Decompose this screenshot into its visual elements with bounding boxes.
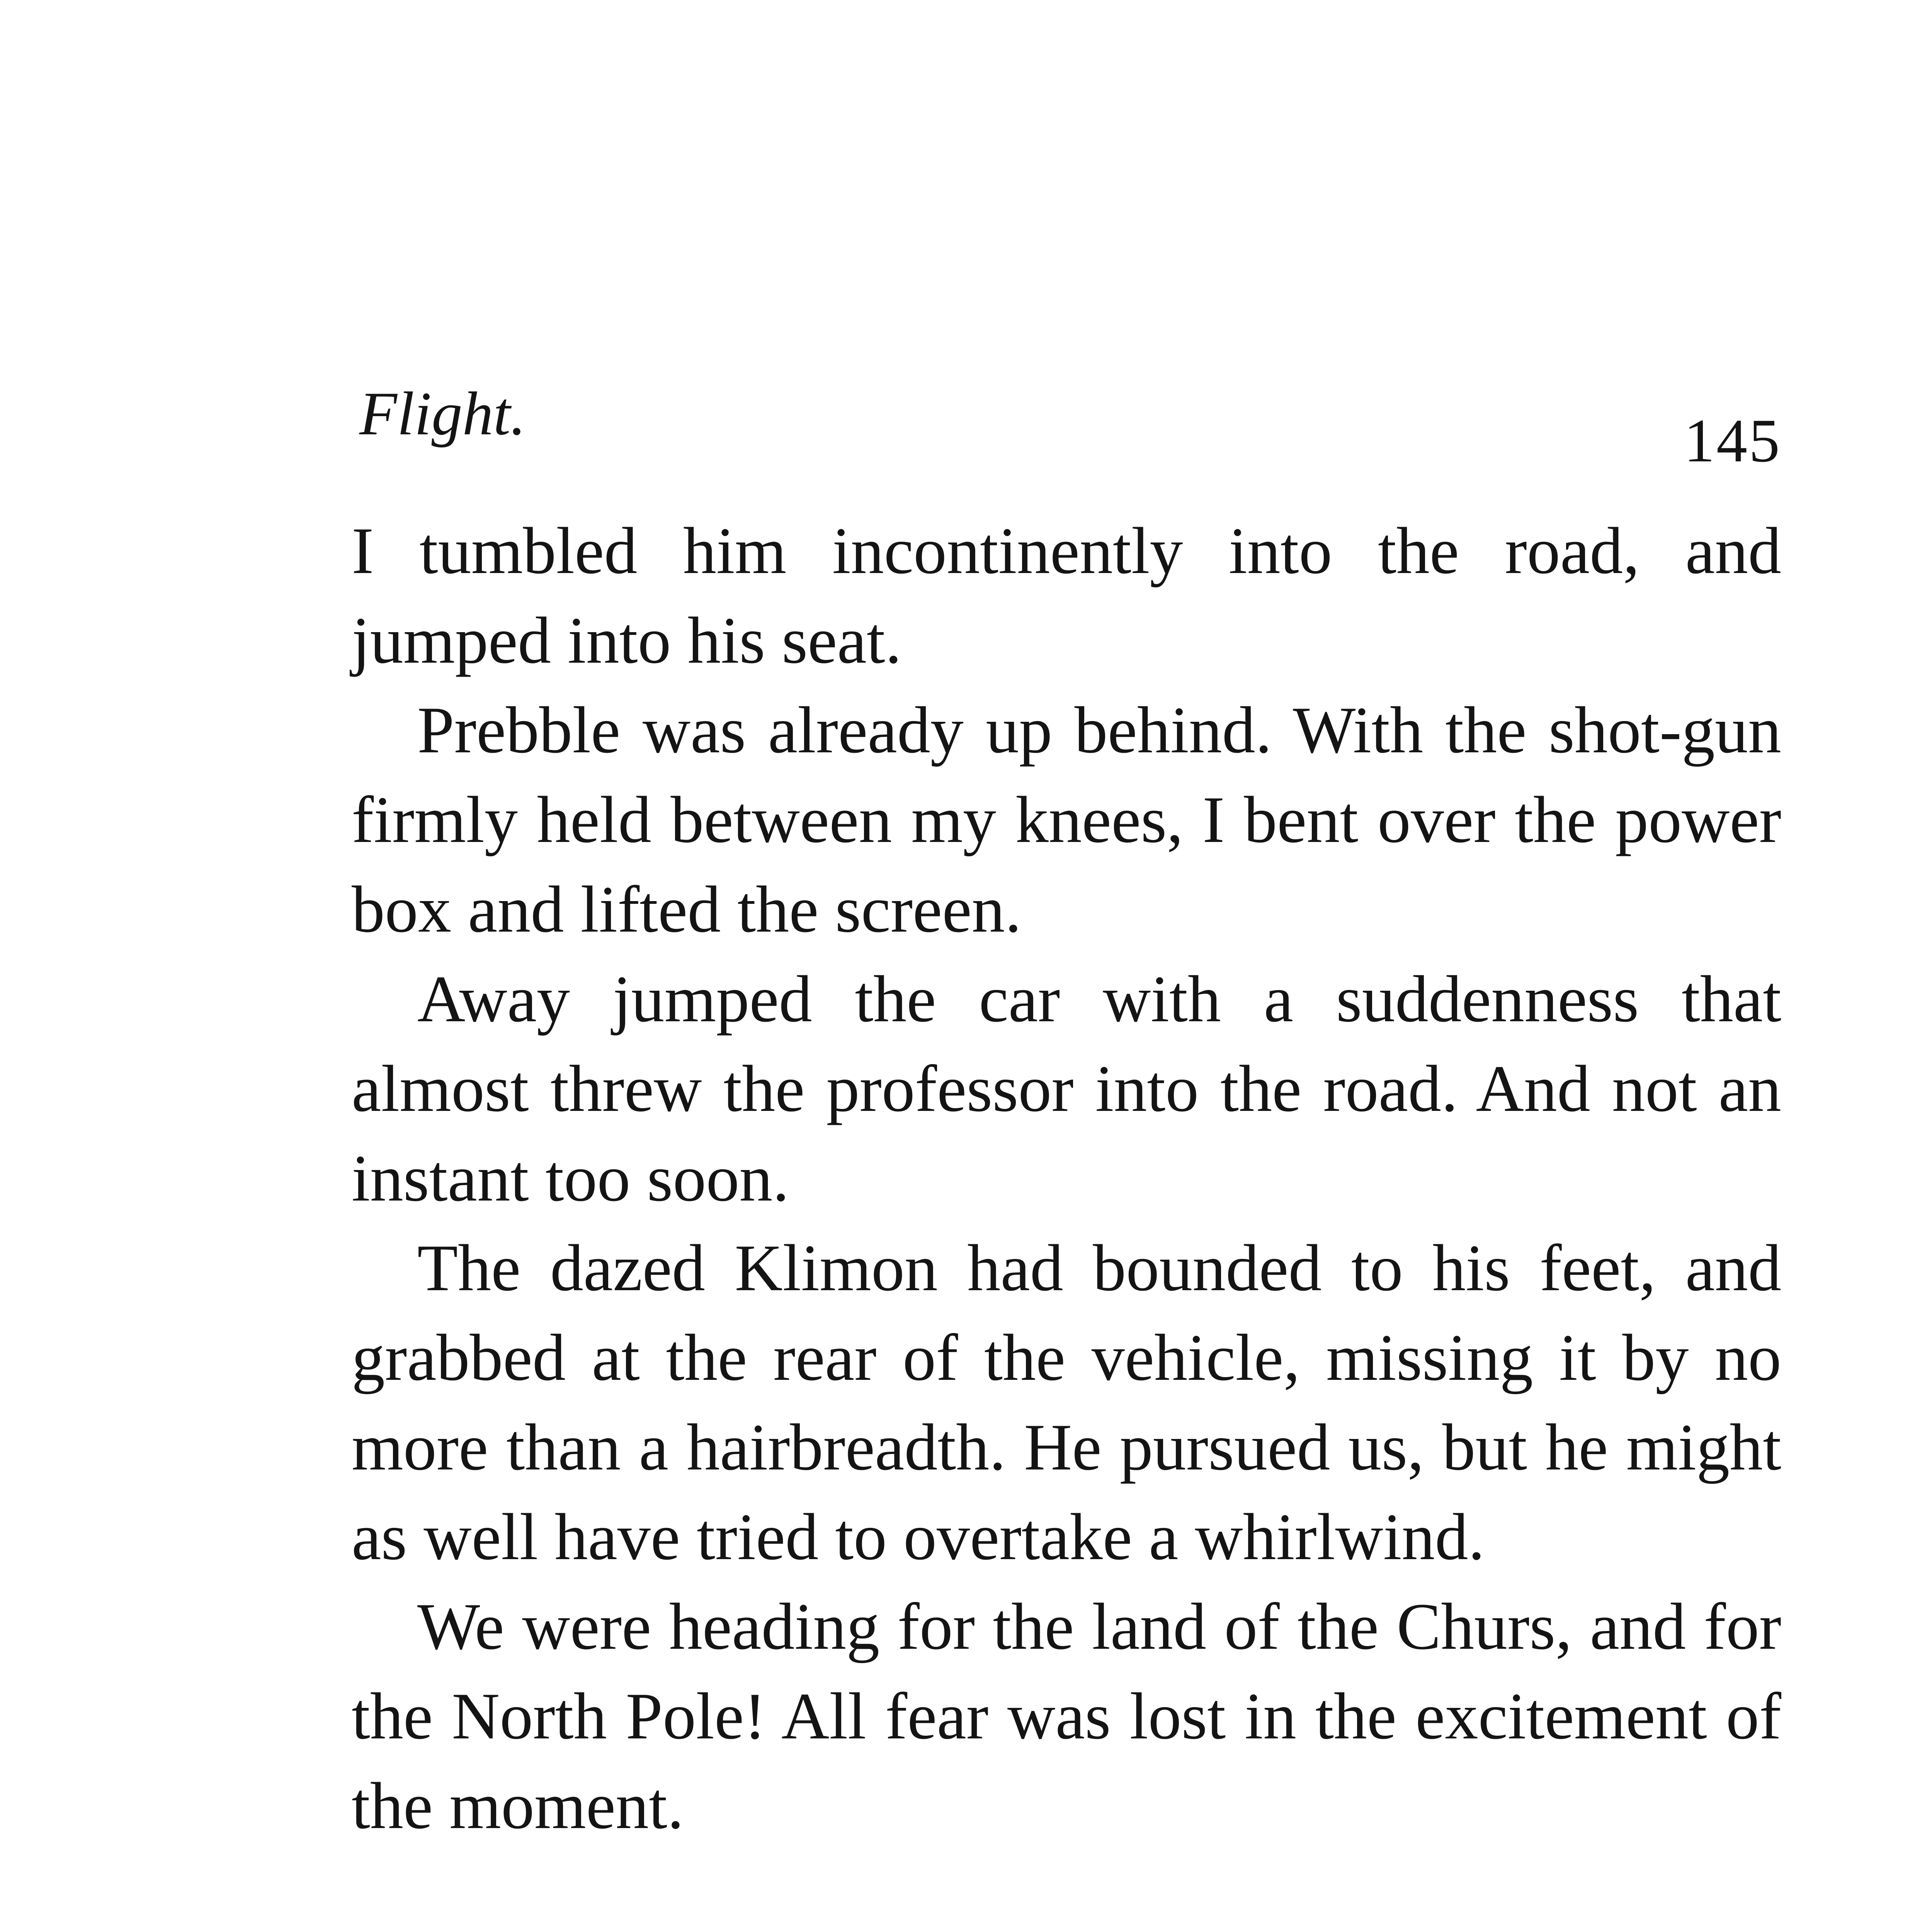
paragraph: I tumbled him incontinently into the road, and jumped into his seat. <box>352 514 1781 677</box>
paragraph: The dazed Klimon had bounded to his feet, and grabbed at the rear of the vehicle, missing it by no more than a hairbreadth. He pursued us, but he might as well have tried to overtake a whirlwind. <box>352 1231 1781 1574</box>
paragraph: We were heading for the land of the Churs, and for the North Pole! All fear was lost in the excitement of the moment. <box>352 1590 1781 1843</box>
body-text <box>352 506 1781 1851</box>
paragraph: Prebble was already up behind. With the shot-gun firmly held between my knees, I bent over the power box and lifted the screen. <box>352 694 1781 946</box>
page-number: 145 <box>1684 406 1781 475</box>
running-head: Flight. <box>359 379 526 448</box>
paragraph: Away jumped the car with a suddenness that almost threw the professor into the road. And not an instant too soon. <box>352 963 1781 1215</box>
